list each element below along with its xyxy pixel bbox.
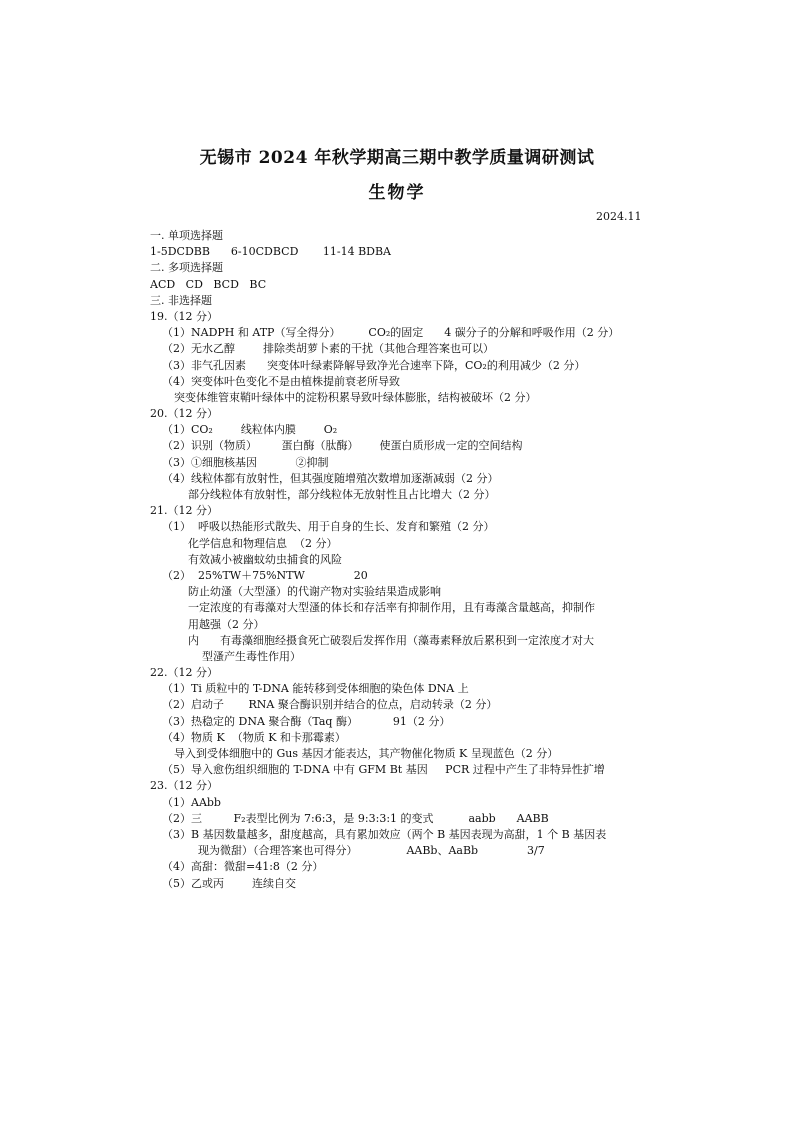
answer-key	[150, 228, 670, 892]
question-heading: 22.（12 分）	[150, 666, 218, 680]
answer-line: 型溞产生毒性作用）	[202, 649, 301, 663]
answer-line: 防止幼溞（大型溞）的代谢产物对实验结果造成影响	[188, 585, 441, 599]
answer-line: 1-5DCDBB 6-10CDBCD 11-14 BDBA	[150, 245, 392, 259]
answer-line: 有效减小被幽蚊幼虫捕食的风险	[188, 552, 342, 566]
question-heading: 21.（12 分）	[150, 504, 218, 518]
answer-line: 突变体维管束鞘叶绿体中的淀粉积累导致叶绿体膨胀，结构被破坏（2 分）	[174, 390, 537, 404]
answer-line: （3）①细胞核基因 ②抑制	[162, 455, 329, 469]
answer-line: （2）三 F₂表型比例为 7:6:3，是 9:3:3:1 的变式 aabb AABB	[162, 811, 549, 825]
page-title: 无锡市 2024 年秋学期高三期中教学质量调研测试	[199, 148, 595, 168]
answer-line: （4）物质 K （物质 K 和卡那霉素）	[162, 730, 346, 744]
exam-date: 2024.11	[596, 210, 642, 223]
question-heading: 23.（12 分）	[150, 779, 218, 793]
answer-line: （5）乙或丙 连续自交	[162, 876, 296, 890]
answer-line: 一定浓度的有毒藻对大型溞的体长和存活率有抑制作用，且有毒藻含量越高，抑制作	[188, 601, 595, 615]
answer-line: （1）NADPH 和 ATP（写全得分） CO₂的固定 4 碳分子的分解和呼吸作用（2 分）	[162, 326, 620, 340]
answer-line: 部分线粒体有放射性，部分线粒体无放射性且占比增大（2 分）	[188, 488, 496, 501]
answer-line: 导入到受体细胞中的 Gus 基因才能表达，其产物催化物质 K 呈现蓝色（2 分）	[174, 747, 559, 760]
answer-line: （2）无水乙醇 排除类胡萝卜素的干扰（其他合理答案也可以）	[162, 342, 494, 356]
answer-line: （1）Ti 质粒中的 T-DNA 能转移到受体细胞的染色体 DNA 上	[162, 682, 469, 696]
answer-line: （1） 呼吸以热能形式散失、用于自身的生长、发育和繁殖（2 分）	[162, 520, 495, 534]
answer-line: （3）热稳定的 DNA 聚合酶（Taq 酶） 91（2 分）	[162, 714, 451, 728]
answer-line: （5）导入愈伤组织细胞的 T-DNA 中有 GFM Bt 基因 PCR 过程中产生了非特异性扩增	[162, 763, 605, 777]
answer-line: （1）CO₂ 线粒体内膜 O₂	[162, 423, 338, 437]
answer-line: （2）启动子 RNA 聚合酶识别并结合的位点，启动转录（2 分）	[162, 698, 498, 712]
section-heading: 二. 多项选择题	[150, 261, 223, 275]
answer-line: （4）突变体叶色变化不是由植株提前衰老所导致	[162, 374, 400, 388]
answer-line: （3）非气孔因素 突变体叶绿素降解导致净光合速率下降，CO₂的利用减少（2 分）	[162, 358, 586, 372]
answer-line: （4）线粒体都有放射性，但其强度随增殖次数增加逐渐减弱（2 分）	[162, 471, 499, 485]
answer-line: ACD CD BCD BC	[150, 277, 267, 291]
section-heading: 一. 单项选择题	[150, 229, 223, 242]
question-heading: 20.（12 分）	[150, 407, 218, 421]
answer-line: （2） 25%TW＋75%NTW 20	[162, 568, 368, 582]
section-heading: 三. 非选择题	[150, 293, 212, 307]
answer-line: （4）高甜：微甜=41:8（2 分）	[162, 860, 324, 874]
answer-line: （2）识别（物质） 蛋白酶（肽酶） 使蛋白质形成一定的空间结构	[162, 439, 523, 453]
answer-line: 内 有毒藻细胞经摄食死亡破裂后发挥作用（藻毒素释放后累积到一定浓度才对大	[188, 633, 594, 647]
answer-line: （3）B 基因数量越多，甜度越高，具有累加效应（两个 B 基因表现为高甜，1 个 B 基因表	[162, 827, 607, 841]
subject-title: 生物学	[368, 183, 426, 203]
question-heading: 19.（12 分）	[150, 309, 218, 323]
answer-line: 化学信息和物理信息 （2 分）	[188, 536, 338, 550]
answer-line: 用越强（2 分）	[188, 617, 265, 631]
answer-line: 现为微甜）（合理答案也可得分） AABb、AaBb 3/7	[198, 844, 545, 858]
answer-line: （1）AAbb	[162, 795, 221, 809]
